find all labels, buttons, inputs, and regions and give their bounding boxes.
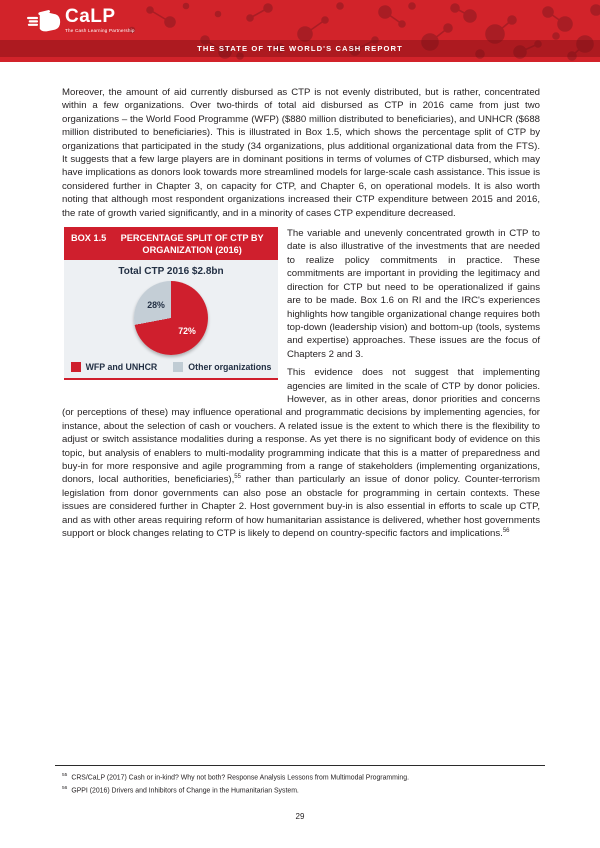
footnote-ref-55: 55	[234, 474, 241, 481]
page-number: 29	[295, 812, 305, 821]
legend-label-wfp-unhcr: WFP and UNHCR	[85, 362, 158, 373]
calp-logo-text	[65, 7, 135, 33]
calp-logo	[27, 7, 135, 34]
pie-chart-title: Total CTP 2016 $2.8bn	[118, 266, 224, 278]
paragraph-donor-policies	[62, 366, 540, 540]
pie-chart	[134, 281, 208, 355]
legend-swatch-red-icon	[71, 362, 81, 372]
header-band	[0, 0, 600, 62]
pie-slice-label-other: 28%	[147, 300, 165, 311]
footnote-55	[62, 770, 540, 783]
legend-item-wfp-unhcr	[71, 362, 158, 372]
calp-logo-name: CaLP	[65, 6, 116, 27]
footnote-divider	[55, 765, 545, 766]
box-title	[113, 232, 271, 256]
footnote-56	[62, 783, 540, 796]
paragraph-donor-policies-text-2: rather than particularly an issue of donor policy. Counter-terrorism legislation from donor governments can also pose an obstacle for programming in certain contexts. These issues are considered further in Chapter 2. Host government buy-in is also essential in efforts to scale up CTP, and as with other areas requiring reform of how humanitarian assistance is delivered, whether host governments support or block changes relating to CTP is likely to depend on country-specific factors and implications.	[62, 474, 540, 539]
box-title-line2: ORGANIZATION (2016)	[142, 245, 242, 256]
report-title: THE STATE OF THE WORLD'S CASH REPORT	[197, 44, 403, 53]
box-header	[64, 227, 278, 260]
paragraph-ctp-growth: The variable and unevenly concentrated growth in CTP to date is also illustrative of the investments that are needed to realize policy commitments in practice. These commitments are important in providing the legitimacy and direction for CTP but need to be operationalized if gains are to be made. Box 1.6 on RI and the IRC's experiences highlights how tangible organizational change requires both top-down (leadership vision) and bottom-up (tools, systems and expertise) approaches. These issues are the focus of Chapters 2 and 3.	[287, 228, 540, 360]
footnotes	[62, 770, 540, 797]
box-title-line1: PERCENTAGE SPLIT OF CTP BY	[120, 233, 264, 244]
footnote-55-number: 55	[62, 773, 68, 778]
box-1-5-ctp-split	[64, 227, 278, 380]
paragraph-aid-distribution: Moreover, the amount of aid currently disbursed as CTP is not evenly distributed, but is rather, concentrated within a few organizations. Over two-thirds of total aid disbursed as CTP in 2016 came from just two organizations – the World Food Programme (WFP) ($880 million distributed to beneficiaries), and UNHCR ($688 million distributed to beneficiaries). This is illustrated in Box 1.5, which shows the percentage split of CTP by organizations that participated in the study (34 organizations, plus additional organizational data from the FTS). It suggests that a few large players are in dominant positions in terms of volumes of CTP disbursed, which may have implications as donors look towards more streamlined models for large-scale cash assistance. This issue is considered further in Chapter 3, on capacity for CTP, and Chapter 6, on operational models. It is also worth noting that although most respondent organizations increased their CTP expenditure between 2015 and 2016, the rate of growth varied significantly, and in a minority of cases CTP expenditure decreased.	[62, 87, 540, 219]
footnote-ref-56: 56	[502, 527, 510, 534]
footnote-56-number: 56	[62, 786, 68, 792]
pie-slice-label-wfp-unhcr: 72%	[178, 326, 196, 337]
box-number-label: BOX 1.5	[71, 233, 107, 244]
pie-chart-area	[70, 281, 272, 355]
box-body	[64, 260, 278, 378]
legend-swatch-gray-icon	[173, 362, 183, 372]
paragraph-donor-policies-text: This evidence does not suggest that implementing agencies are limited in the scale of CTP by donor policies. However, as in other areas, donor priorities and concerns (or perceptions of these) may influence operational and programmatic decisions by implementing agencies, for instance, about the selection of cash or vouchers. A related issue is the extent to which there is the flexibility to adjust or switch assistance modalities during a response. As yet there is no significant body of evidence on this topic, but analysis of enablers to multi-modality programming indicate that this is a matter of preparedness and buy-in for more responsive and agile programming from a range of stakeholders (implementing organizations, donors, local authorities, beneficiaries),	[62, 367, 540, 486]
legend-item-other	[173, 362, 271, 372]
footnote-56-text: GPPI (2016) Drivers and Inhibitors of Change in the Humanitarian System.	[71, 787, 299, 795]
header-title-strip	[0, 40, 600, 57]
legend-label-other: Other organizations	[188, 362, 272, 373]
footnote-55-text: CRS/CaLP (2017) Cash or in-kind? Why not both? Response Analysis Lessons from Multimodal Programming.	[71, 774, 410, 782]
pie-legend	[70, 362, 272, 372]
main-content	[62, 86, 540, 540]
calp-logo-tagline: The Cash Learning Partnership	[65, 28, 135, 33]
calp-hand-icon	[27, 10, 61, 34]
